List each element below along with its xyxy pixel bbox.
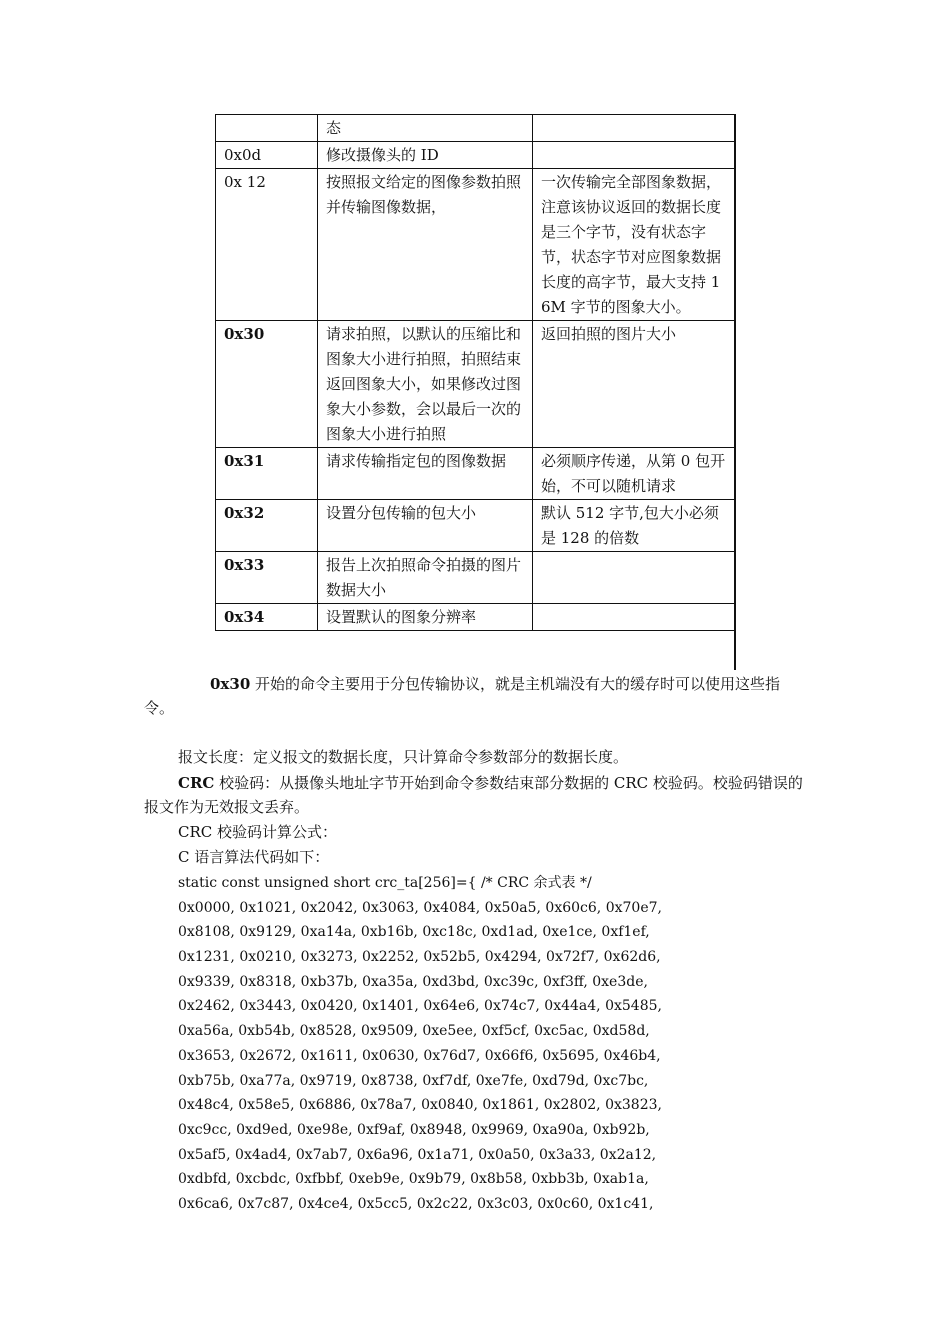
command-description: 态 [318, 115, 533, 142]
code-line: 0xa56a, 0xb54b, 0x8528, 0x9509, 0xe5ee, 0xf5cf, 0xc5ac, 0xd58d, [178, 1023, 650, 1040]
code-line: 0x9339, 0x8318, 0xb37b, 0xa35a, 0xd3bd, 0xc39c, 0xf3ff, 0xe3de, [178, 973, 648, 990]
command-note [533, 552, 736, 604]
code-line: 0x0000, 0x1021, 0x2042, 0x3063, 0x4084, 0x50a5, 0x60c6, 0x70e7, [178, 899, 662, 916]
code-line: 0xdbfd, 0xcbdc, 0xfbbf, 0xeb9e, 0x9b79, 0x8b58, 0xbb3b, 0xab1a, [178, 1171, 649, 1188]
table-row [216, 552, 736, 604]
paragraph-text: 校验码：从摄像头地址字节开始到命令参数结束部分数据的 CRC 校验码。校验码错误的报文作为无效报文丢弃。 [144, 774, 803, 816]
command-note [533, 142, 736, 169]
command-description: 请求拍照，以默认的压缩比和图象大小进行拍照，拍照结束返回图象大小，如果修改过图象大小参数，会以最后一次的图象大小进行拍照 [318, 321, 533, 448]
table-row [216, 169, 736, 321]
paragraph-crc-formula: CRC 校验码计算公式： [178, 823, 338, 841]
command-description: 设置默认的图象分辨率 [318, 604, 533, 631]
table-row [216, 448, 736, 500]
table-row [216, 500, 736, 552]
code-line: static const unsigned short crc_ta[256]={ /* CRC 余式表 */ [178, 875, 592, 891]
table-row [216, 115, 736, 142]
command-note: 默认 512 字节,包大小必须是 128 的倍数 [533, 500, 736, 552]
command-code: 0x33 [216, 552, 318, 604]
command-note: 一次传输完全部图象数据，注意该协议返回的数据长度是三个字节，没有状态字节，状态字节对应图象数据长度的高字节，最大支持 16M 字节的图象大小。 [533, 169, 736, 321]
paragraph-crc [144, 771, 808, 819]
command-note [533, 115, 736, 142]
command-code-inline: 0x30 [210, 675, 251, 693]
command-description: 请求传输指定包的图像数据 [318, 448, 533, 500]
code-line: 0x3653, 0x2672, 0x1611, 0x0630, 0x76d7, 0x66f6, 0x5695, 0x46b4, [178, 1047, 661, 1064]
paragraph-c-code-intro: C 语言算法代码如下： [178, 848, 330, 866]
paragraph-text: 开始的命令主要用于分包传输协议，就是主机端没有大的缓存时可以使用这些指令。 [144, 675, 781, 717]
code-line: 0x2462, 0x3443, 0x0420, 0x1401, 0x64e6, 0x74c7, 0x44a4, 0x5485, [178, 998, 662, 1015]
code-line: 0x5af5, 0x4ad4, 0x7ab7, 0x6a96, 0x1a71, 0x0a50, 0x3a33, 0x2a12, [178, 1146, 657, 1163]
command-code: 0x0d [216, 142, 318, 169]
command-note: 返回拍照的图片大小 [533, 321, 736, 448]
command-code: 0x30 [216, 321, 318, 448]
command-note [533, 604, 736, 631]
command-code: 0x32 [216, 500, 318, 552]
command-note: 必须顺序传递，从第 0 包开始，不可以随机请求 [533, 448, 736, 500]
command-table [215, 114, 736, 631]
command-description: 按照报文给定的图像参数拍照并传输图像数据， [318, 169, 533, 321]
code-line: 0x1231, 0x0210, 0x3273, 0x2252, 0x52b5, 0x4294, 0x72f7, 0x62d6, [178, 949, 661, 966]
paragraph-subpacket-note [144, 672, 808, 720]
crc-label: CRC [178, 774, 215, 792]
table-row [216, 142, 736, 169]
command-description: 修改摄像头的 ID [318, 142, 533, 169]
code-line: 0xb75b, 0xa77a, 0x9719, 0x8738, 0xf7df, 0xe7fe, 0xd79d, 0xc7bc, [178, 1072, 649, 1089]
command-code: 0x 12 [216, 169, 318, 321]
command-code [216, 115, 318, 142]
code-line: 0x6ca6, 0x7c87, 0x4ce4, 0x5cc5, 0x2c22, 0x3c03, 0x0c60, 0x1c41, [178, 1195, 654, 1212]
command-description: 报告上次拍照命令拍摄的图片数据大小 [318, 552, 533, 604]
crc-table-code [178, 871, 808, 1217]
code-line: 0x8108, 0x9129, 0xa14a, 0xb16b, 0xc18c, 0xd1ad, 0xe1ce, 0xf1ef, [178, 924, 650, 941]
code-line: 0x48c4, 0x58e5, 0x6886, 0x78a7, 0x0840, 0x1861, 0x2802, 0x3823, [178, 1097, 662, 1114]
code-line: 0xc9cc, 0xd9ed, 0xe98e, 0xf9af, 0x8948, 0x9969, 0xa90a, 0xb92b, [178, 1121, 650, 1138]
table-row [216, 321, 736, 448]
table-row [216, 604, 736, 631]
table-shadow-border [734, 114, 736, 670]
command-code: 0x31 [216, 448, 318, 500]
paragraph-message-length: 报文长度：定义报文的数据长度，只计算命令参数部分的数据长度。 [178, 748, 629, 766]
command-description: 设置分包传输的包大小 [318, 500, 533, 552]
command-code: 0x34 [216, 604, 318, 631]
